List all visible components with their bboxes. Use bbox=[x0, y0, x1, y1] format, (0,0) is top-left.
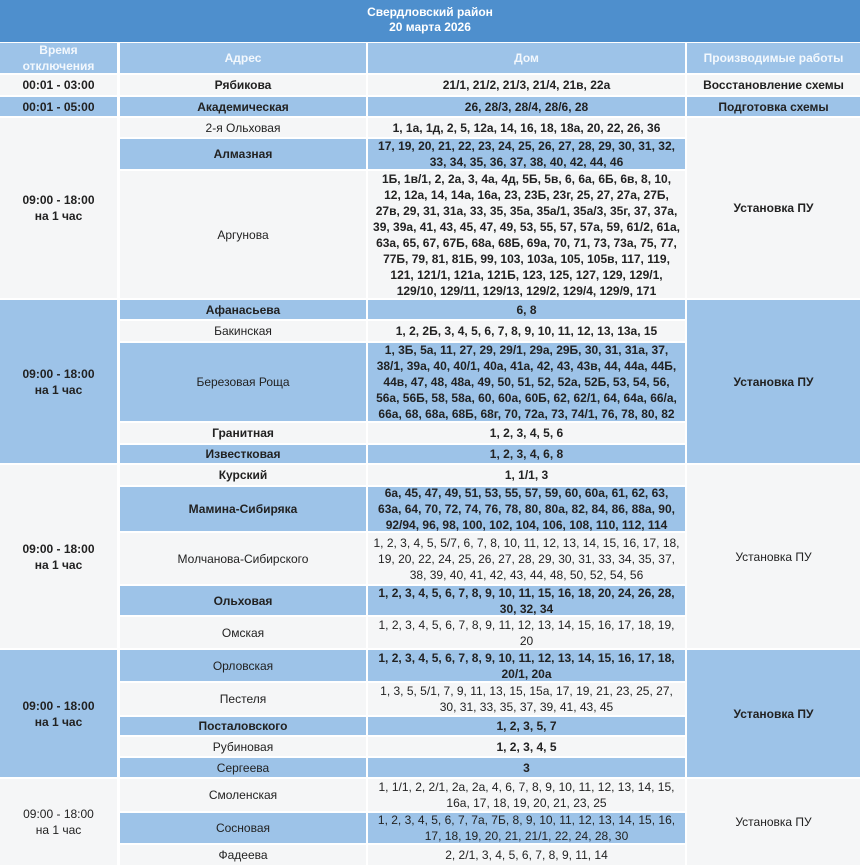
houses-cell: 6, 8 bbox=[368, 300, 685, 319]
street-cell: Академическая bbox=[120, 97, 366, 116]
time-duration: на 1 час bbox=[34, 557, 83, 572]
street-cell: Мамина-Сибиряка bbox=[120, 487, 366, 531]
time-duration: на 1 час bbox=[34, 382, 83, 397]
street-cell: Фадеева bbox=[120, 845, 366, 865]
street-cell: Сосновая bbox=[120, 813, 366, 843]
works-cell: Установка ПУ bbox=[687, 300, 860, 463]
works-cell: Восстановление схемы bbox=[687, 75, 860, 95]
time-range: 09:00 - 18:00 bbox=[23, 807, 94, 821]
street-cell: Орловская bbox=[120, 650, 366, 681]
time-cell: 00:01 - 05:00 bbox=[0, 97, 117, 116]
time-duration: на 1 час bbox=[34, 714, 83, 729]
group-time-cell bbox=[0, 118, 117, 298]
houses-cell: 1, 2, 3, 4, 5, 6, 7, 8, 9, 10, 11, 15, 16, 18, 20, 24, 26, 28, 30, 32, 34 bbox=[368, 586, 685, 615]
street-cell: Бакинская bbox=[120, 321, 366, 341]
houses-cell: 1, 2, 3, 4, 5, 6, 7, 7а, 7Б, 8, 9, 10, 11, 12, 13, 14, 15, 16, 17, 18, 19, 20, 21, 21/1, 22, 24, 28, 30 bbox=[368, 813, 685, 843]
works-cell: Установка ПУ bbox=[687, 465, 860, 648]
group-time-cell bbox=[0, 650, 117, 777]
street-cell: Рубиновая bbox=[120, 737, 366, 756]
group-time-cell bbox=[0, 300, 117, 463]
houses-cell: 1, 1/1, 3 bbox=[368, 465, 685, 485]
street-cell: Молчанова-Сибирского bbox=[120, 533, 366, 584]
street-cell: Березовая Роща bbox=[120, 343, 366, 421]
header-address: Адрес bbox=[120, 43, 366, 73]
houses-cell: 2, 2/1, 3, 4, 5, 6, 7, 8, 9, 11, 14 bbox=[368, 845, 685, 865]
houses-cell: 1, 2, 3, 5, 7 bbox=[368, 717, 685, 735]
street-cell: Омская bbox=[120, 617, 366, 648]
street-cell: Ольховая bbox=[120, 586, 366, 615]
street-cell: 2-я Ольховая bbox=[120, 118, 366, 137]
header-works: Производимые работы bbox=[687, 43, 860, 73]
street-cell: Пестеля bbox=[120, 683, 366, 715]
houses-cell: 1Б, 1в/1, 2, 2а, 3, 4а, 4д, 5Б, 5в, 6, 6а, 6Б, 6в, 8, 10, 12, 12а, 14, 14а, 16а, 23, 23Б, 23г, 25, 27, 27а, 27Б, 27в, 29, 31, 31а, 33, 35, 35а, 35а/1, 35а/3, 35г, 37, 37а, 39, 39а, 41, 43, 45, 47, 49, 53, 55, 57, 57а, 59, 61/2, 61а, 63а, 65, 67, 67Б, 68а, 68Б, 69а, 70, 71, 73, 73а, 75, 77, 77Б, 79, 81, 81Б, 99, 103, 103а, 105, 105в, 117, 119, 121, 121/1, 121а, 121Б, 123, 125, 127, 129, 129/1, 129/10, 129/11, 129/13, 129/2, 129/4, 129/9, 171 bbox=[368, 171, 685, 298]
houses-cell: 21/1, 21/2, 21/3, 21/4, 21в, 22а bbox=[368, 75, 685, 95]
street-cell: Курский bbox=[120, 465, 366, 485]
houses-cell: 1, 2, 3, 4, 5, 5/7, 6, 7, 8, 10, 11, 12, 13, 14, 15, 16, 17, 18, 19, 20, 22, 24, 25, 26, 27, 28, 29, 30, 31, 33, 34, 35, 37, 38, 39, 40, 41, 42, 43, 44, 48, 50, 52, 54, 56 bbox=[368, 533, 685, 584]
houses-cell: 1, 3Б, 5а, 11, 27, 29, 29/1, 29а, 29Б, 30, 31, 31а, 37, 38/1, 39а, 40, 40/1, 40а, 41а, 42, 43, 43в, 44, 44а, 44Б, 44в, 47, 48, 48а, 49, 50, 51, 52, 52а, 52Б, 53, 54, 56, 56а, 56Б, 58, 58а, 60, 60а, 60Б, 62, 62/1, 64, 64а, 66/а, 66а, 68, 68а, 68Б, 68г, 70, 72а, 73, 74/1, 76, 78, 80, 82 bbox=[368, 343, 685, 421]
street-cell: Гранитная bbox=[120, 423, 366, 443]
houses-cell: 17, 19, 20, 21, 22, 23, 24, 25, 26, 27, 28, 29, 30, 31, 32, 33, 34, 35, 36, 37, 38, 40, 42, 44, 46 bbox=[368, 139, 685, 169]
houses-cell: 1, 2, 3, 4, 5, 6, 7, 8, 9, 10, 11, 12, 13, 14, 15, 16, 17, 18, 20/1, 20а bbox=[368, 650, 685, 681]
time-range: 09:00 - 18:00 bbox=[22, 366, 95, 381]
works-cell: Установка ПУ bbox=[687, 779, 860, 865]
time-duration: на 1 час bbox=[34, 209, 83, 223]
houses-cell: 1, 2, 3, 4, 5 bbox=[368, 737, 685, 756]
group-time-cell bbox=[0, 465, 117, 648]
houses-cell: 1, 3, 5, 5/1, 7, 9, 11, 13, 15, 15а, 17, 19, 21, 23, 25, 27, 30, 31, 33, 35, 37, 39, 41, 43, 45 bbox=[368, 683, 685, 715]
houses-cell: 6а, 45, 47, 49, 51, 53, 55, 57, 59, 60, 60а, 61, 62, 63, 63а, 64, 70, 72, 74, 76, 78, 80, 80а, 82, 84, 86, 88а, 90, 92/94, 96, 98, 100, 102, 104, 106, 108, 110, 112, 114 bbox=[368, 487, 685, 531]
houses-cell: 1, 1а, 1д, 2, 5, 12а, 14, 16, 18, 18а, 20, 22, 26, 36 bbox=[368, 118, 685, 137]
street-cell: Посталовского bbox=[120, 717, 366, 735]
houses-cell: 1, 2, 3, 4, 5, 6, 7, 8, 9, 11, 12, 13, 14, 15, 16, 17, 18, 19, 20 bbox=[368, 617, 685, 648]
time-duration: на 1 час bbox=[35, 823, 82, 837]
street-cell: Сергеева bbox=[120, 758, 366, 777]
time-range: 09:00 - 18:00 bbox=[22, 541, 95, 556]
table-title bbox=[0, 0, 860, 42]
street-cell: Известковая bbox=[120, 445, 366, 463]
street-cell: Смоленская bbox=[120, 779, 366, 811]
street-cell: Рябикова bbox=[120, 75, 366, 95]
works-cell: Подготовка схемы bbox=[687, 97, 860, 116]
houses-cell: 1, 2, 3, 4, 5, 6 bbox=[368, 423, 685, 443]
works-cell: Установка ПУ bbox=[687, 118, 860, 298]
time-cell: 00:01 - 03:00 bbox=[0, 75, 117, 95]
time-range: 09:00 - 18:00 bbox=[22, 698, 95, 713]
street-cell: Алмазная bbox=[120, 139, 366, 169]
schedule-date: 20 марта 2026 bbox=[389, 20, 471, 34]
works-cell: Установка ПУ bbox=[687, 650, 860, 777]
header-house: Дом bbox=[368, 43, 685, 73]
district-name: Свердловский район bbox=[367, 5, 493, 19]
street-cell: Аргунова bbox=[120, 171, 366, 298]
time-range: 09:00 - 18:00 bbox=[22, 193, 95, 207]
street-cell: Афанасьева bbox=[120, 300, 366, 319]
houses-cell: 1, 1/1, 2, 2/1, 2а, 2а, 4, 6, 7, 8, 9, 10, 11, 12, 13, 14, 15, 16а, 17, 18, 19, 20, 21, 23, 25 bbox=[368, 779, 685, 811]
houses-cell: 1, 2, 3, 4, 6, 8 bbox=[368, 445, 685, 463]
header-time: Время отключения bbox=[0, 43, 117, 73]
group-time-cell bbox=[0, 779, 117, 865]
houses-cell: 26, 28/3, 28/4, 28/6, 28 bbox=[368, 97, 685, 116]
houses-cell: 1, 2, 2Б, 3, 4, 5, 6, 7, 8, 9, 10, 11, 12, 13, 13а, 15 bbox=[368, 321, 685, 341]
houses-cell: 3 bbox=[368, 758, 685, 777]
